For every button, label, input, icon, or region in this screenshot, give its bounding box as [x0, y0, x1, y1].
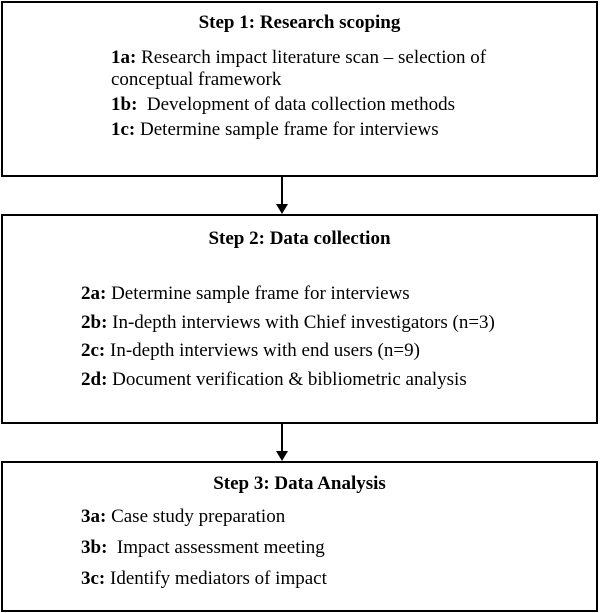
step-1-box	[1, 1, 598, 177]
step-3c-text: Identify mediators of impact	[105, 568, 327, 589]
step-1c-code: 1c:	[111, 119, 136, 140]
step-2b-code: 2b:	[81, 312, 108, 333]
arrow-step1-to-step2	[272, 177, 292, 215]
step-2a-item	[81, 283, 410, 305]
step-2d-item	[81, 369, 467, 391]
step-3b-code: 3b:	[81, 537, 108, 558]
step-2d-code: 2d:	[81, 369, 108, 390]
step-3a-code: 3a:	[81, 506, 107, 527]
step-1-title: Step 1: Research scoping	[198, 12, 401, 33]
step-3c-item	[81, 568, 327, 590]
step-2b-text: In-depth interviews with Chief investigators (n=3)	[107, 312, 495, 333]
step-2-box	[1, 214, 598, 424]
step-3a-item	[81, 506, 285, 528]
step-3b-item	[81, 537, 325, 559]
arrow-step2-to-step3	[272, 424, 292, 462]
step-2a-text: Determine sample frame for interviews	[106, 283, 410, 304]
step-2b-item	[81, 312, 495, 334]
step-1a-continuation: conceptual framework	[111, 69, 282, 90]
step-1a-code: 1a:	[111, 47, 137, 68]
step-1a-text: Research impact literature scan – selection of	[136, 47, 487, 68]
step-1b-code: 1b:	[111, 94, 138, 115]
step-2c-code: 2c:	[81, 340, 106, 361]
step-1a-item	[111, 47, 486, 69]
step-1c-item	[111, 119, 439, 141]
step-2d-text: Document verification & bibliometric analysis	[107, 369, 467, 390]
step-1b-text: Development of data collection methods	[137, 94, 456, 115]
step-3-title: Step 3: Data Analysis	[213, 473, 386, 494]
step-3-box	[1, 461, 598, 612]
step-1b-item	[111, 94, 455, 116]
step-3c-code: 3c:	[81, 568, 106, 589]
step-2c-text: In-depth interviews with end users (n=9)	[105, 340, 420, 361]
step-2c-item	[81, 340, 420, 362]
step-2-title: Step 2: Data collection	[208, 228, 391, 249]
step-3b-text: Impact assessment meeting	[107, 537, 325, 558]
step-1c-text: Determine sample frame for interviews	[135, 119, 439, 140]
step-2a-code: 2a:	[81, 283, 107, 304]
step-3a-text: Case study preparation	[106, 506, 286, 527]
